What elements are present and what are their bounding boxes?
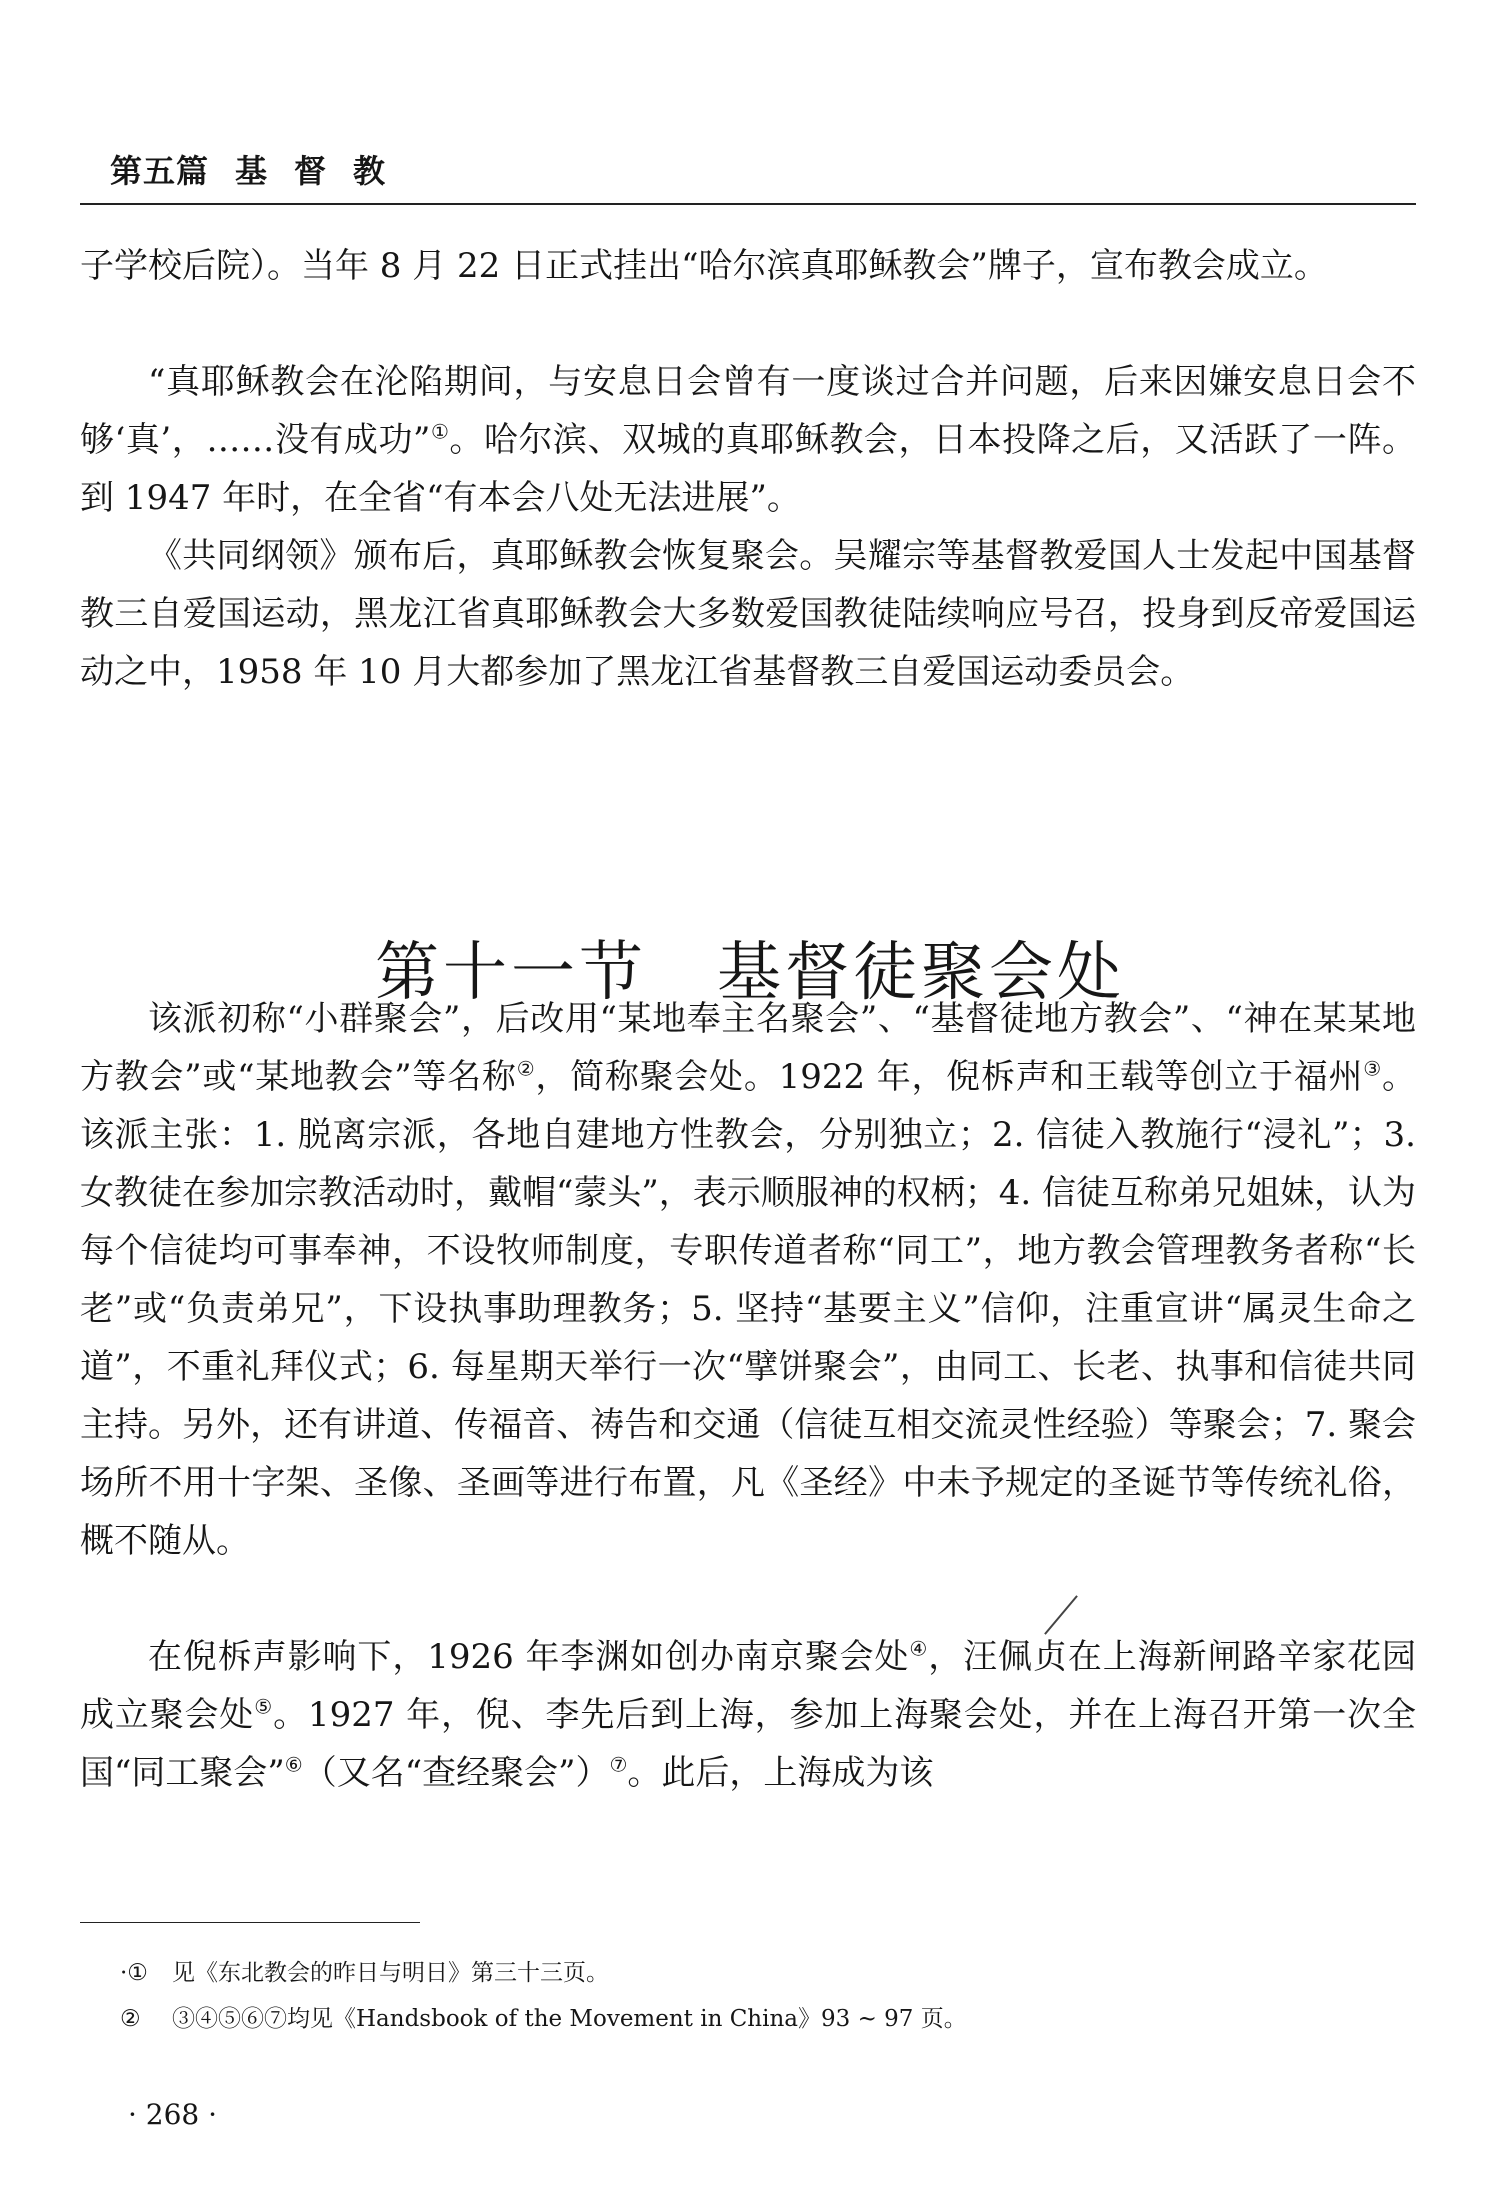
footnote-rule (80, 1922, 420, 1923)
paragraph-quote (80, 353, 1416, 527)
footnote-ref-1: ① (430, 419, 450, 444)
running-header (110, 146, 1415, 192)
paragraph-continued: 子学校后院）。当年 8 月 22 日正式挂出“哈尔滨真耶稣教会”牌子，宣布教会成立。 (80, 246, 1328, 286)
footnote-1-mark: ·① (120, 1960, 148, 1986)
footnote-2-mark: ② (120, 2006, 141, 2032)
doctrine-text-2: ，简称聚会处。1922 年，倪柝声和王载等创立于福州 (535, 1057, 1364, 1097)
doctrine-text-3: 。该派主张：1. 脱离宗派，各地自建地方性教会，分别独立；2. 信徒入教施行“浸礼”；3. 女教徒在参加宗教活动时，戴帽“蒙头”，表示顺服神的权柄；4. 信徒互称弟兄姐妹，认为每个信徒均可事奉神，不设牧师制度，专职传道者称“同工”，地方教会管理教务者称“长老”或“负责弟兄”，下设执事助理教务；5. 坚持“基要主义”信仰，注重宣讲“属灵生命之道”，不重礼拜仪式；6. 每星期天举行一次“擘饼聚会”，由同工、长老、执事和信徒共同主持。另外，还有讲道、传福音、祷告和交通（信徒互相交流灵性经验）等聚会；7. 聚会场所不用十字架、圣像、圣画等进行布置，凡《圣经》中未予规定的圣诞节等传统礼俗，概不随从。 (80, 1057, 1417, 1561)
doctrine-text-1: 该派初称“小群聚会”，后改用“某地奉主名聚会”、“基督徒地方教会”、“神在某某地方教会”或“某地教会”等名称 (80, 999, 1416, 1097)
paragraph-history (80, 1628, 1416, 1802)
footnote-ref-7: ⑦ (609, 1752, 628, 1777)
header-topic-1: 基 (235, 152, 269, 190)
footnote-ref-4: ④ (909, 1636, 929, 1661)
footnote-1 (120, 1958, 1320, 1988)
footnote-ref-3: ③ (1363, 1056, 1382, 1081)
paragraph-quote-rest: 。哈尔滨、双城的真耶稣教会，日本投降之后，又活跃了一阵。到 1947 年时，在全省“有本会八处无法进展”。 (80, 420, 1417, 518)
header-rule (80, 203, 1416, 205)
history-text-1: 在倪柝声影响下，1926 年李渊如创办南京聚会处 (148, 1637, 910, 1677)
history-text-3: 。1927 年，倪、李先后到上海，参加上海聚会处，并在上海召开第一次全国“同工聚会” (80, 1695, 1417, 1793)
history-text-5: 。此后，上海成为该 (627, 1753, 934, 1793)
header-topic-3: 教 (353, 152, 387, 190)
page-number: · 268 · (128, 2098, 218, 2131)
footnote-2 (120, 2004, 1320, 2034)
footnote-2-text: ③④⑤⑥⑦均见《Handsbook of the Movement in China》93 ~ 97 页。 (172, 2006, 967, 2032)
paragraph-common-program: 《共同纲领》颁布后，真耶稣教会恢复聚会。吴耀宗等基督教爱国人士发起中国基督教三自爱国运动，黑龙江省真耶稣教会大多数爱国教徒陆续响应号召，投身到反帝爱国运动之中，1958 年 10 月大都参加了黑龙江省基督教三自爱国运动委员会。 (80, 536, 1416, 692)
history-text-4: （又名“查经聚会”） (302, 1753, 610, 1793)
paragraph-quote-text: “真耶稣教会在沦陷期间，与安息日会曾有一度谈过合并问题，后来因嫌安息日会不够‘真’，……没有成功” (80, 362, 1416, 460)
footnote-ref-6: ⑥ (284, 1752, 303, 1777)
section-number: 第十一节 (375, 936, 647, 1011)
history-text-2: ，汪佩贞在上海新闸路辛家花园成立聚会处 (80, 1637, 1416, 1735)
header-topic-2: 督 (294, 152, 328, 190)
footnote-1-text: 见《东北教会的昨日与明日》第三十三页。 (172, 1960, 609, 1986)
footnote-ref-5: ⑤ (254, 1694, 274, 1719)
section-name: 基督徒聚会处 (717, 936, 1125, 1011)
paragraph-doctrine (80, 990, 1416, 1570)
footnote-ref-2: ② (516, 1056, 536, 1081)
header-part: 第五篇 (110, 152, 210, 190)
